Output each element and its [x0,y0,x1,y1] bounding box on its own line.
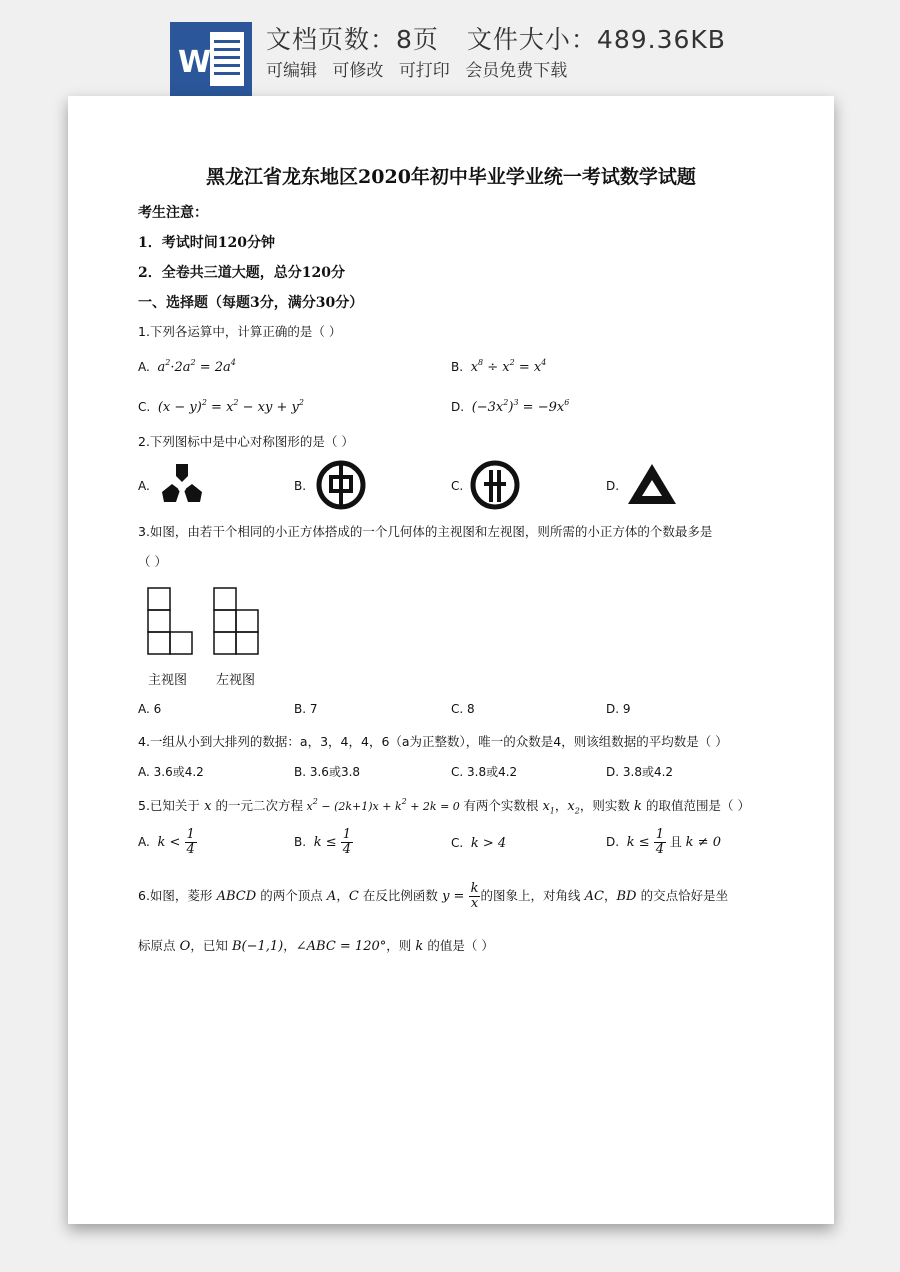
q2-label-c: C. [451,479,464,493]
feature-modifiable: 可修改 [332,61,384,81]
question-5: 5.已知关于 x 的一元二次方程 $x^2 - (2k+1)x + k^2 + 2k = 0$ 有两个实数根 $x_1$，$x_2$，则实数 k 的取值范围是（ ） [138,797,750,816]
q1-option-c: C. $(x - y)^2 = x^2$ − xy + $y^2$ [138,398,304,415]
document-title: 黑龙江省龙东地区2020年初中毕业学业统一考试数学试题 [206,166,696,188]
question-2: 2.下列图标中是中心对称图形的是（ ） [138,434,354,449]
agricultural-bank-logo-icon [470,460,520,514]
download-banner [0,0,900,96]
feature-free-download: 会员免费下载 [465,61,568,81]
q4-option-a: A. 3.6或4.2 [138,765,204,779]
file-size: 文件大小：489.36KB [466,25,726,54]
q1-option-d: D. $(-3x^2)^3 = -9x^6$ [451,398,570,415]
q5-option-d: D. k ≤ $\frac{1}{4}$ 且 k ≠ 0 [606,827,721,857]
feature-printable: 可打印 [398,61,450,81]
q2-label-a: A. [138,479,150,493]
q4-option-c: C. 3.8或4.2 [451,765,518,779]
question-3-line-1: 3.如图，由若干个相同的小正方体搭成的一个几何体的主视图和左视图，则所需的小正方体的个数最多是 [138,524,713,539]
left-view-diagram [212,586,262,660]
q3-option-d: D. 9 [606,702,631,716]
banner-stats [266,20,726,56]
page-count: 文档页数：8页 [266,25,439,54]
q5-option-b: B. k ≤ $\frac{1}{4}$ [294,827,352,857]
front-view-label: 主视图 [148,673,188,688]
q5-option-a: A. k < $\frac{1}{4}$ [138,827,195,857]
q2-label-d: D. [606,479,620,493]
question-1: 1.下列各运算中，计算正确的是（ ） [138,324,342,339]
q1-option-b: B. $x^8 \div x^2 = x^4$ [451,358,547,375]
question-4: 4.一组从小到大排列的数据：a，3，4，4，6（a为正整数），唯一的众数是4，则该组数据的平均数是（ ） [138,734,728,749]
question-6-line-2: 标原点 O，已知 B(−1,1)，∠ABC = 120°，则 k 的值是（ ） [138,938,494,954]
q3-option-b: B. 7 [294,702,318,716]
word-document-icon [170,22,252,96]
banner-features [266,56,577,81]
question-6-line-1: 6.如图，菱形 ABCD 的两个顶点 A，C 在反比例函数 y = $\frac{k}{x}$ 的图象上，对角线 AC，BD 的交点恰好是坐 [138,881,729,911]
notice-item-1: 1．考试时间120分钟 [138,235,275,251]
bank-logo-a-icon [158,462,206,510]
triangle-logo-icon [626,462,678,510]
document-page [68,96,834,1224]
q3-option-c: C. 8 [451,702,475,716]
question-3-line-2: （ ） [138,554,167,569]
notice-item-2: 2．全卷共三道大题，总分120分 [138,265,345,281]
left-view-label: 左视图 [216,673,256,688]
q4-option-b: B. 3.6或3.8 [294,765,361,779]
feature-editable: 可编辑 [266,61,317,81]
bank-of-china-logo-icon [316,460,366,514]
notice-heading: 考生注意： [138,205,208,221]
word-icon-letter: W [178,45,212,80]
q5-option-c: C. k > 4 [451,836,507,851]
q4-option-d: D. 3.8或4.2 [606,765,674,779]
q2-label-b: B. [294,479,307,493]
q1-option-a: A. $a^2\cdot 2a^2 = 2a^4$ [138,358,236,375]
front-view-diagram [146,586,196,660]
section-heading-choice: 一、选择题（每题3分，满分30分） [138,295,364,311]
q3-option-a: A. 6 [138,702,162,716]
